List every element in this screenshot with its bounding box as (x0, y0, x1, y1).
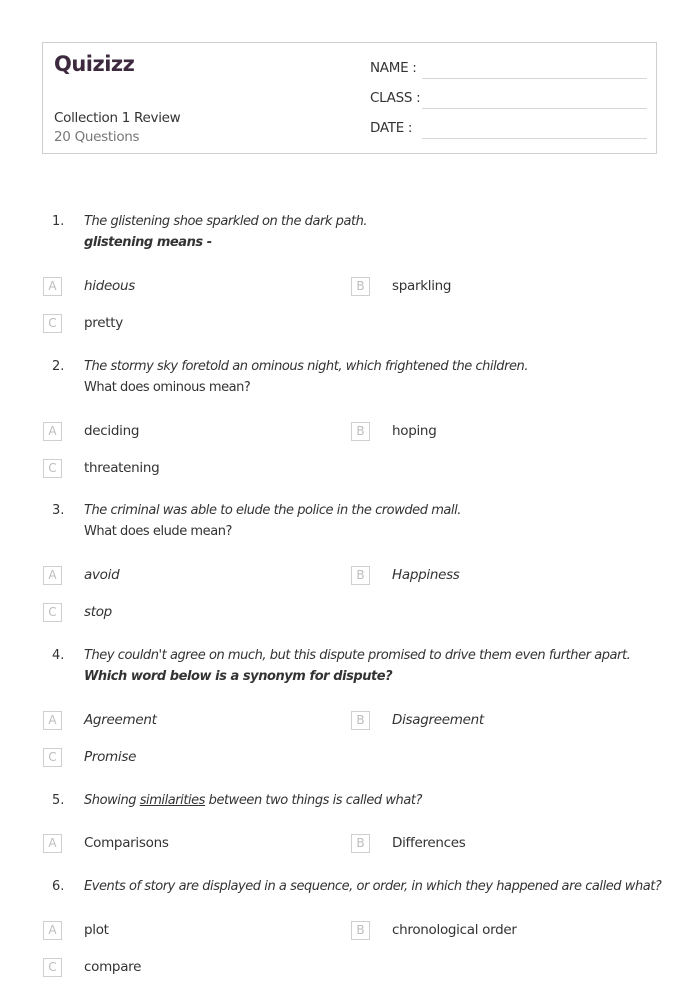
option-a-box[interactable]: A (43, 711, 62, 730)
option-a-box[interactable]: A (43, 277, 62, 296)
option-a-text: deciding (84, 423, 140, 439)
option-b-text: Happiness (392, 567, 460, 583)
option-c-box[interactable]: C (43, 603, 62, 622)
option-a-box[interactable]: A (43, 566, 62, 585)
question-text: The stormy sky foretold an ominous night, which frightened the children. (84, 359, 529, 374)
option-b-box[interactable]: B (351, 277, 370, 296)
option-b-box[interactable]: B (351, 566, 370, 585)
underlined-term: similarities (139, 793, 205, 808)
option-a-box[interactable]: A (43, 422, 62, 441)
date-line (422, 138, 647, 139)
question-text-post: between two things is called what? (205, 793, 422, 808)
name-label: NAME : (370, 60, 417, 76)
option-a-text: hideous (84, 278, 135, 294)
worksheet-title: Collection 1 Review (54, 110, 181, 126)
question-prompt: Which word below is a synonym for dispute? (84, 669, 393, 684)
question-number: 3. (52, 503, 65, 518)
class-line (422, 108, 647, 109)
name-line (422, 78, 647, 79)
question-text: They couldn't agree on much, but this dispute promised to drive them even further apart. (84, 648, 631, 663)
option-c-box[interactable]: C (43, 459, 62, 478)
option-c-text: pretty (84, 315, 123, 331)
option-b-text: sparkling (392, 278, 452, 294)
option-b-text: Disagreement (392, 712, 484, 728)
option-a-text: plot (84, 922, 109, 938)
question-prompt: glistening means - (84, 235, 212, 250)
option-c-box[interactable]: C (43, 314, 62, 333)
worksheet-header (42, 42, 657, 154)
class-label: CLASS : (370, 90, 421, 106)
question-text (84, 793, 422, 808)
option-a-text: Comparisons (84, 835, 169, 851)
option-c-text: compare (84, 959, 142, 975)
option-b-text: chronological order (392, 922, 517, 938)
option-b-box[interactable]: B (351, 834, 370, 853)
option-c-box[interactable]: C (43, 958, 62, 977)
option-a-text: avoid (84, 567, 120, 583)
question-number: 6. (52, 879, 65, 894)
option-a-box[interactable]: A (43, 921, 62, 940)
option-a-box[interactable]: A (43, 834, 62, 853)
option-a-text: Agreement (84, 712, 157, 728)
quizizz-logo: Quizizz (54, 52, 135, 76)
option-c-box[interactable]: C (43, 748, 62, 767)
option-c-text: Promise (84, 749, 137, 765)
question-prompt: What does ominous mean? (84, 380, 251, 395)
question-number: 4. (52, 648, 65, 663)
option-b-box[interactable]: B (351, 711, 370, 730)
question-number: 5. (52, 793, 65, 808)
option-b-box[interactable]: B (351, 422, 370, 441)
option-b-box[interactable]: B (351, 921, 370, 940)
option-b-text: Differences (392, 835, 466, 851)
question-text: Events of story are displayed in a sequence, or order, in which they happened are called what? (84, 879, 662, 894)
option-c-text: stop (84, 604, 112, 620)
question-count: 20 Questions (54, 129, 140, 145)
date-label: DATE : (370, 120, 413, 136)
option-c-text: threatening (84, 460, 160, 476)
question-number: 1. (52, 214, 65, 229)
question-prompt: What does elude mean? (84, 524, 232, 539)
question-number: 2. (52, 359, 65, 374)
question-text: The criminal was able to elude the police in the crowded mall. (84, 503, 461, 518)
option-b-text: hoping (392, 423, 437, 439)
question-text-pre: Showing (84, 793, 140, 808)
question-text: The glistening shoe sparkled on the dark path. (84, 214, 368, 229)
